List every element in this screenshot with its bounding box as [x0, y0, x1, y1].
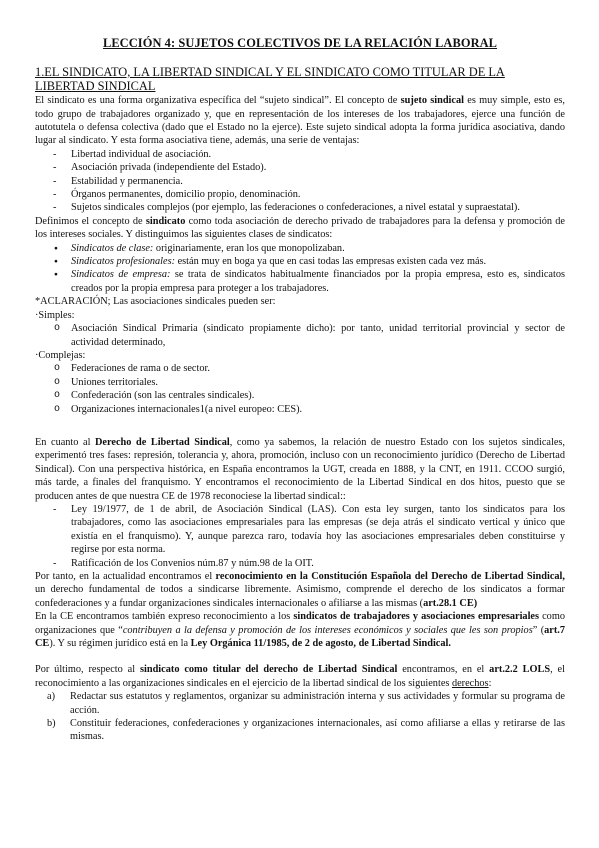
list-item: - Órganos permanentes, domicilio propio, denominación. [53, 188, 565, 201]
sindicato-definition-paragraph [35, 215, 565, 242]
list-item: - Libertad individual de asociación. [53, 148, 565, 161]
text-run: es muy simple, esto es, todo grupo de trabajadores organizado y, que en representación de los intereses de los trabajadores, ejerce una función de autotutela o defensa colectiva (dado que el Estado no la ejerce). Este sujeto sindical adopta la forma jurídica asociativa, dando lugar al sindicato. Y esta forma asociativa tiene, además, una serie de ventajas: [35, 95, 565, 147]
complex-associations-list [53, 362, 565, 416]
rights-paragraph [35, 663, 565, 690]
class-text: están muy en boga ya que en casi todas las empresas existen cada vez más. [175, 256, 487, 268]
list-item [47, 717, 565, 744]
milestones-list [53, 503, 565, 570]
intro-paragraph [35, 94, 565, 148]
term-sujeto-sindical: sujeto sindical [400, 95, 464, 107]
lesson-title: LECCIÓN 4: SUJETOS COLECTIVOS DE LA RELACIÓN LABORAL [102, 36, 498, 50]
rights-list [47, 690, 565, 744]
class-text: se trata de sindicatos habitualmente financiados por la propia empresa, esto es, sindicatos creados por la propia empresa para proteger a los trabajadores. [71, 269, 565, 294]
article-ref: art.28.1 CE) [423, 597, 478, 609]
list-item [53, 268, 565, 295]
term-sindicatos-asociaciones: sindicatos de trabajadores y asociaciones empresariales [293, 611, 540, 623]
list-item: - Estabilidad y permanencia. [53, 175, 565, 188]
text-run: Definimos el concepto de [35, 215, 146, 227]
complex-label: ·Complejas: [35, 349, 86, 361]
list-item [53, 242, 565, 255]
list-item: - Ley 19/1977, de 1 de abril, de Asociación Sindical (LAS). Con esta ley surgen, tanto los sindicatos para los trabajadores, como las asociaciones empresariales para las empresas (se deja atrás el sindicato vertical y único que existía en el franquismo). Y, aunque parezca raro, todavía hoy las asociaciones empresariales deben constituirse y regirse por esta norma. [53, 503, 565, 557]
list-item: o Organizaciones internacionales1(a nivel europeo: CES). [53, 403, 565, 416]
freedom-paragraph [35, 436, 565, 503]
list-text: Redactar sus estatutos y reglamentos, organizar su administración interna y sus actividades y formular su programa de acción. [70, 691, 565, 716]
term-sindicato: sindicato [145, 215, 186, 227]
text-run: En cuanto al [35, 436, 95, 448]
class-text: originariamente, eran los que monopolizaban. [153, 242, 345, 254]
list-item: - Ratificación de los Convenios núm.87 y núm.98 de la OIT. [53, 557, 565, 570]
text-run: , como ya sabemos, la relación de nuestro Estado con los sujetos sindicales, experimentó tres fases: represión, tolerancia y, ahora, promoción, incluso con un reconocimiento jurídico (Derecho de Libertad Sindical). Con una perspectiva histórica, en España encontramos la UGT, creada en 1888, y la CNT, en 1911. CCOO surgió, más tarde, a finales del franquismo. Y encontramos el reconocimiento de la Libertad Sindical en dos hitos, puesto que se producen antes de que nuestra CE de 1978 reconociese la libertad sindical:: [35, 436, 565, 502]
text-run: encontramos, en el [397, 664, 490, 676]
term-titular: sindicato como titular del derecho de Libertad Sindical [139, 664, 398, 676]
text-run: El sindicato es una forma organizativa específica del “sujeto sindical”. El concepto de [35, 95, 401, 107]
text-run: como toda asociación de derecho privado de trabajadores para la defensa y promoción de los intereses sociales. Y distinguimos las siguientes clases de sindicatos: [35, 215, 565, 241]
simple-label: ·Simples: [35, 309, 75, 321]
text-run: : [488, 677, 492, 689]
quote: contribuyen a la defensa y promoción de los intereses económicos y sociales que les son propios [122, 624, 533, 636]
list-marker: b) [47, 718, 56, 730]
text-run: ” ( [532, 624, 545, 636]
list-item: - Asociación privada (independiente del Estado). [53, 161, 565, 174]
text-run: ). Y su régimen jurídico está en la [49, 638, 191, 650]
clarification-note: *ACLARACIÓN; Las asociaciones sindicales pueden ser: [35, 296, 276, 308]
text-run: Por tanto, en la actualidad encontramos el [35, 571, 216, 582]
text-run: como organizaciones que “ [35, 611, 565, 636]
list-item [53, 255, 565, 268]
list-item: o Confederación (son las centrales sindicales). [53, 389, 565, 402]
ce-recognition-paragraph [35, 610, 565, 650]
text-run: un derecho fundamental de todos a sindicarse libremente. Asimismo, comprende el derecho de los sindicatos a formar confederaciones y a fundar organizaciones sindicales internacionales o afiliarse a las mismas ( [35, 584, 565, 609]
text-run: , el reconocimiento a las organizaciones sindicales en el ejercicio de la libertad sindical de los siguientes [35, 664, 565, 689]
class-name: Sindicatos de clase: [71, 242, 154, 254]
list-text: Constituir federaciones, confederaciones y organizaciones internacionales, así como afiliarse a ellas y retirarse de las mismas. [70, 718, 565, 743]
text-run: Por último, respecto al [35, 664, 140, 676]
term-libertad-sindical: Derecho de Libertad Sindical [95, 436, 230, 448]
article-ref: art.2.2 LOLS [489, 664, 551, 676]
class-name: Sindicatos de empresa: [71, 269, 171, 281]
term-reconocimiento: reconocimiento en la Constitución Española del Derecho de Libertad Sindical, [215, 571, 565, 582]
list-item: - Sujetos sindicales complejos (por ejemplo, las federaciones o confederaciones, a nivel estatal y supraestatal). [53, 201, 565, 214]
constitution-paragraph [35, 570, 565, 610]
section-heading: 1.EL SINDICATO, LA LIBERTAD SINDICAL Y EL SINDICATO COMO TITULAR DE LA LIBERTAD SINDICAL [35, 65, 505, 93]
text-run: En la CE encontramos también expreso reconocimiento a los [35, 611, 294, 623]
law-ref: Ley Orgánica 11/1985, de 2 de agosto, de Libertad Sindical. [190, 638, 451, 650]
list-marker: a) [47, 691, 55, 703]
union-classes-list [53, 242, 565, 296]
class-name: Sindicatos profesionales: [71, 256, 176, 268]
list-item: o Uniones territoriales. [53, 376, 565, 389]
list-item [47, 690, 565, 717]
term-derechos: derechos [451, 677, 489, 689]
article-ref: art.7 CE [35, 624, 565, 650]
simple-associations-list [53, 322, 565, 349]
advantages-list [53, 148, 565, 215]
list-item: o Asociación Sindical Primaria (sindicato propiamente dicho): por tanto, unidad territorial provincial y sector de actividad determinado, [53, 322, 565, 349]
list-item: o Federaciones de rama o de sector. [53, 362, 565, 375]
